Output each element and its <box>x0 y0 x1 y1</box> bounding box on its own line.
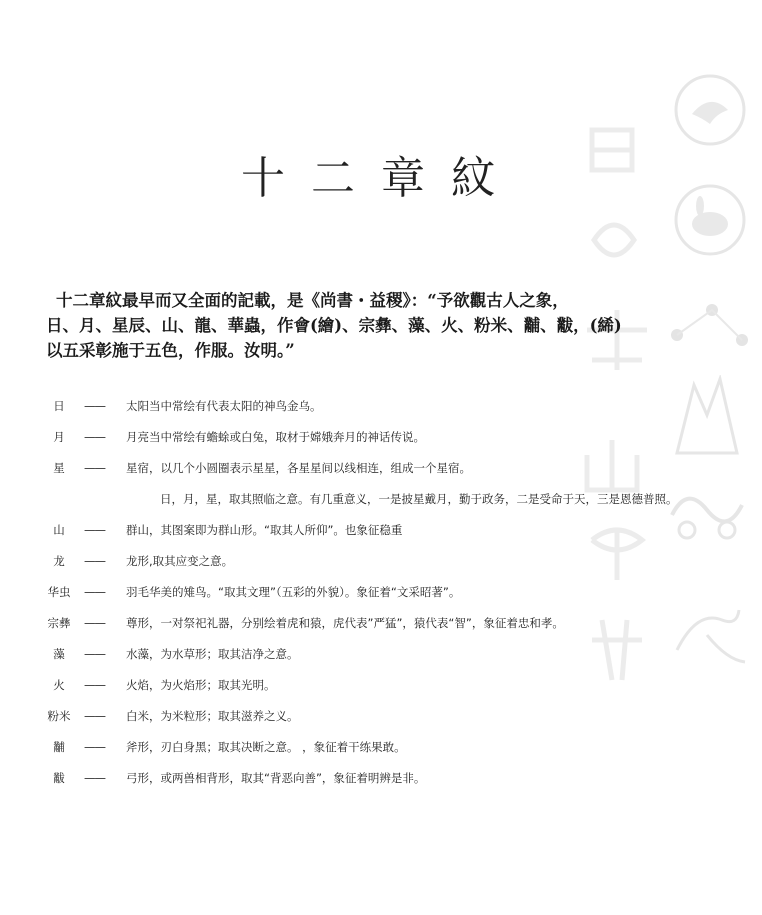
glossary-dash: —— <box>84 678 105 692</box>
glossary-term: 日 <box>53 399 65 413</box>
glossary-dash: —— <box>84 430 105 444</box>
glossary-term: 月 <box>53 430 65 444</box>
glossary-row-huachong <box>34 584 734 615</box>
glossary-definition: 斧形，刃白身黑；取其决断之意。 ，象征着干练果敢。 <box>126 740 406 754</box>
glossary-row-yue <box>34 429 734 460</box>
glossary-dash: —— <box>84 399 105 413</box>
glossary-dash: —— <box>84 554 105 568</box>
glossary-term: 黻 <box>53 771 65 785</box>
glossary-term: 火 <box>53 678 65 692</box>
glossary-row-shan <box>34 522 734 553</box>
glossary-term: 龙 <box>53 554 65 568</box>
glossary-term: 藻 <box>53 647 65 661</box>
glossary-row-fu-axe <box>34 739 734 770</box>
glossary-row-fenmi <box>34 708 734 739</box>
glossary-definition: 群山，其图案即为群山形。“取其人所仰”。也象征稳重 <box>126 523 403 537</box>
glossary-dash: —— <box>84 771 105 785</box>
glossary-definition: 尊形，一对祭祀礼器，分别绘着虎和猿，虎代表”严猛”，猿代表“智”，象征着忠和孝。 <box>126 616 564 630</box>
glossary-definition: 龙形,取其应变之意。 <box>126 554 234 568</box>
glossary-row-huo <box>34 677 734 708</box>
intro-line-1: 十二章紋最早而又全面的記載，是《尚書・益稷》：“予欲觀古人之象， <box>56 291 569 310</box>
sun-crow-emblem-icon <box>670 70 750 150</box>
page-title: 十二章紋 <box>241 153 521 204</box>
glossary-definition: 羽毛华美的雉鸟。“取其文理”（五彩的外貌）。象征着“文采昭著”。 <box>126 585 461 599</box>
glossary-dash: —— <box>84 740 105 754</box>
glossary-definition: 弓形，或两兽相背形，取其“背恶向善”，象征着明辨是非。 <box>126 771 426 785</box>
intro-paragraph <box>46 288 726 363</box>
glossary-term: 华虫 <box>47 585 71 599</box>
glossary-term: 黼 <box>53 740 65 754</box>
glossary-definition: 水藻，为水草形；取其洁净之意。 <box>126 647 299 661</box>
intro-line-3: 以五采彰施于五色，作服。汝明。” <box>46 341 295 360</box>
glossary-dash: —— <box>84 523 105 537</box>
glossary-dash: —— <box>84 616 105 630</box>
glossary-row-xing <box>34 460 734 491</box>
glossary-note: 日，月，星，取其照临之意。有几重意义，一是披星戴月，勤于政务，二是受命于天，三是恩德普照。 <box>160 492 678 506</box>
glossary-term: 星 <box>53 461 65 475</box>
glossary-row-zao <box>34 646 734 677</box>
glossary-row-fu-bow <box>34 770 734 801</box>
glossary-term: 粉米 <box>47 709 71 723</box>
glossary-definition: 月亮当中常绘有蟾蜍或白兔，取材于嫦娥奔月的神话传说。 <box>126 430 425 444</box>
glossary-list <box>34 398 734 801</box>
glossary-row-zongyi <box>34 615 734 646</box>
glossary-dash: —— <box>84 647 105 661</box>
glossary-row-ri <box>34 398 734 429</box>
glossary-dash: —— <box>84 709 105 723</box>
intro-line-2: 日、月、星辰、山、龍、華蟲，作會(繪)、宗彝、藻、火、粉米、黼、黻，(絺) <box>46 316 622 335</box>
glossary-definition: 太阳当中常绘有代表太阳的神鸟金乌。 <box>126 399 322 413</box>
glossary-dash: —— <box>84 585 105 599</box>
glossary-row-long <box>34 553 734 584</box>
glossary-dash: —— <box>84 461 105 475</box>
glossary-definition: 星宿，以几个小圆圈表示星星，各星星间以线相连，组成一个星宿。 <box>126 461 471 475</box>
glossary-term: 宗彝 <box>47 616 71 630</box>
glossary-definition: 白米，为米粒形；取其滋养之义。 <box>126 709 299 723</box>
glossary-term: 山 <box>53 523 65 537</box>
glossary-definition: 火焰，为火焰形；取其光明。 <box>126 678 276 692</box>
